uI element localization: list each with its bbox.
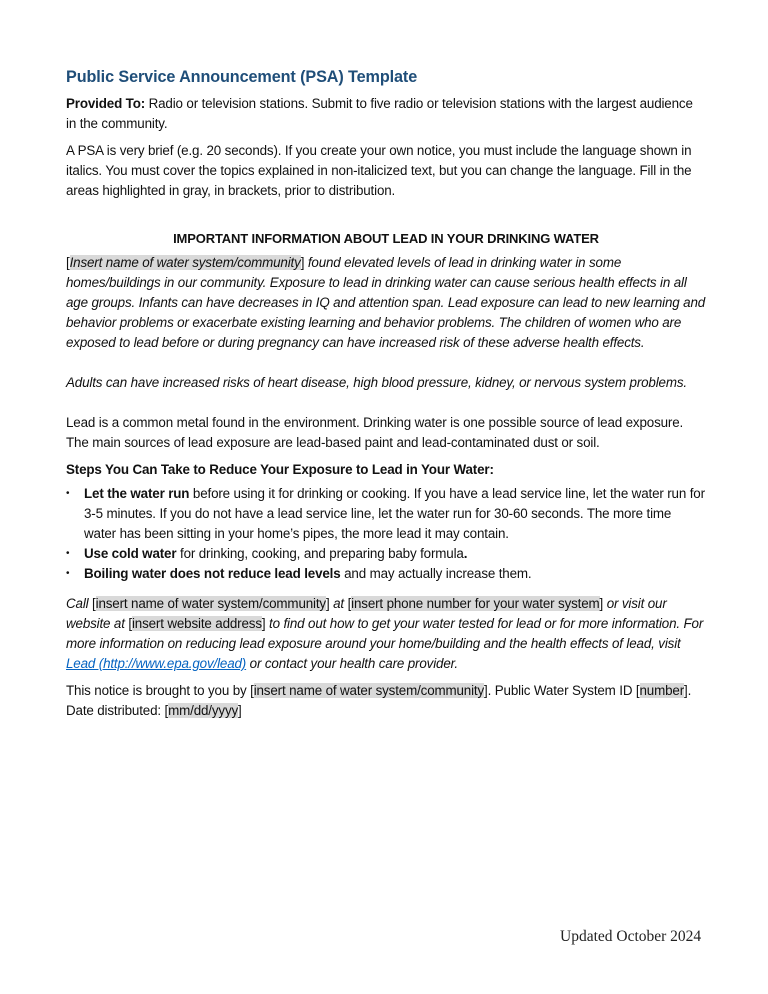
bracket-close: ] (238, 703, 242, 718)
document-page (66, 66, 706, 728)
adults-paragraph: Adults can have increased risks of heart disease, high blood pressure, kidney, or nervous system problems. (66, 375, 687, 390)
updated-date-footer: Updated October 2024 (560, 928, 702, 945)
notice-text: . Date distributed: (66, 683, 692, 718)
section-heading: IMPORTANT INFORMATION ABOUT LEAD IN YOUR DRINKING WATER (173, 231, 599, 246)
bracket-open: [ (250, 683, 254, 698)
page-title: Public Service Announcement (PSA) Template (66, 68, 418, 86)
step-bold: Let the water run (84, 486, 190, 501)
bracket-open: [ (164, 703, 169, 718)
bracket-open: [ (128, 616, 132, 631)
intro-paragraph: A PSA is very brief (e.g. 20 seconds). If you create your own notice, you must include the language shown in italics. You must cover the topics explained in non-italicized text, but you can change the language. Fill in the areas highlighted in gray, in brackets, prior to distribution. (66, 143, 692, 198)
spacer (66, 393, 706, 413)
contact-rest: to find out how to get your water tested for lead or for more information. For more information on reducing lead exposure around your home/building and the health effects of lead, visit (66, 616, 704, 651)
bracket-close: ] (325, 596, 330, 611)
health-effects-paragraph (66, 253, 706, 353)
placeholder-system-name: insert name of water system/community (253, 683, 485, 698)
bracket-close: ] (300, 255, 305, 270)
provided-to-label: Provided To: (66, 96, 146, 111)
placeholder-pws-id: number (639, 683, 685, 698)
contact-end: or contact your health care provider. (246, 656, 458, 671)
step-text: before using it for drinking or cooking. If you have a lead service line, let the water run for 3-5 minutes. If you do not have a lead service line, let the water run for 30-60 seconds. The more time water has been sitting in your home’s pipes, the more lead it may contain. (84, 486, 705, 541)
spacer (66, 353, 706, 373)
provided-to-text: Radio or television stations. Submit to five radio or television stations with the largest audience in the community. (66, 96, 693, 131)
step-text: and may actually increase them. (340, 566, 532, 581)
health-effects-text: found elevated levels of lead in drinking water in some homes/buildings in our community. Exposure to lead in drinking water can cause serious health effects in all age groups. Infants can have decreases in IQ and attention span. Lead exposure can lead to new learning and behavior problems or exacerbate existing learning and behavior problems. The children of women who are exposed to lead before or during pregnancy can have increased risk of these adverse health effects. (66, 255, 706, 350)
placeholder-phone: insert phone number for your water system (351, 596, 600, 611)
placeholder-system-name: Insert name of water system/community (69, 255, 301, 270)
epa-lead-link[interactable]: Lead (http://www.epa.gov/lead) (66, 656, 247, 671)
contact-at: at (329, 596, 348, 611)
notice-text: This notice is brought to you by (66, 683, 251, 698)
bullet-icon: • (66, 568, 70, 579)
bullet-icon: • (66, 548, 70, 559)
bracket-close: ] (684, 683, 688, 698)
list-item (66, 544, 706, 564)
contact-call: Call (66, 596, 93, 611)
contact-paragraph (66, 594, 706, 674)
lead-sources-paragraph: Lead is a common metal found in the environment. Drinking water is one possible source of lead exposure. The main sources of lead exposure are lead-based paint and lead-contaminated dust or soil. (66, 415, 684, 450)
placeholder-website: insert website address (131, 616, 262, 631)
bracket-open: [ (66, 255, 70, 270)
step-tail: . (463, 546, 468, 561)
notice-paragraph (66, 681, 706, 721)
bracket-open: [ (92, 596, 96, 611)
steps-heading-text: Steps You Can Take to Reduce Your Exposure to Lead in Your Water: (66, 462, 494, 477)
bracket-close: ] (261, 616, 266, 631)
bracket-open: [ (635, 683, 640, 698)
list-item (66, 484, 706, 544)
bullet-icon: • (66, 488, 70, 499)
list-item (66, 564, 706, 584)
contact-visit: or visit our website at (66, 596, 667, 631)
notice-text: . Public Water System ID (487, 683, 636, 698)
provided-to-paragraph (66, 94, 706, 134)
bracket-close: ] (484, 683, 488, 698)
step-text: for drinking, cooking, and preparing baby formula (176, 546, 464, 561)
step-bold: Boiling water does not reduce lead levels (84, 566, 341, 581)
placeholder-system-name: insert name of water system/community (95, 596, 326, 611)
steps-list (66, 484, 706, 584)
bracket-open: [ (347, 596, 352, 611)
placeholder-date: mm/dd/yyyy (168, 703, 239, 718)
steps-heading (66, 460, 706, 480)
bracket-close: ] (599, 596, 604, 611)
step-bold: Use cold water (84, 546, 177, 561)
